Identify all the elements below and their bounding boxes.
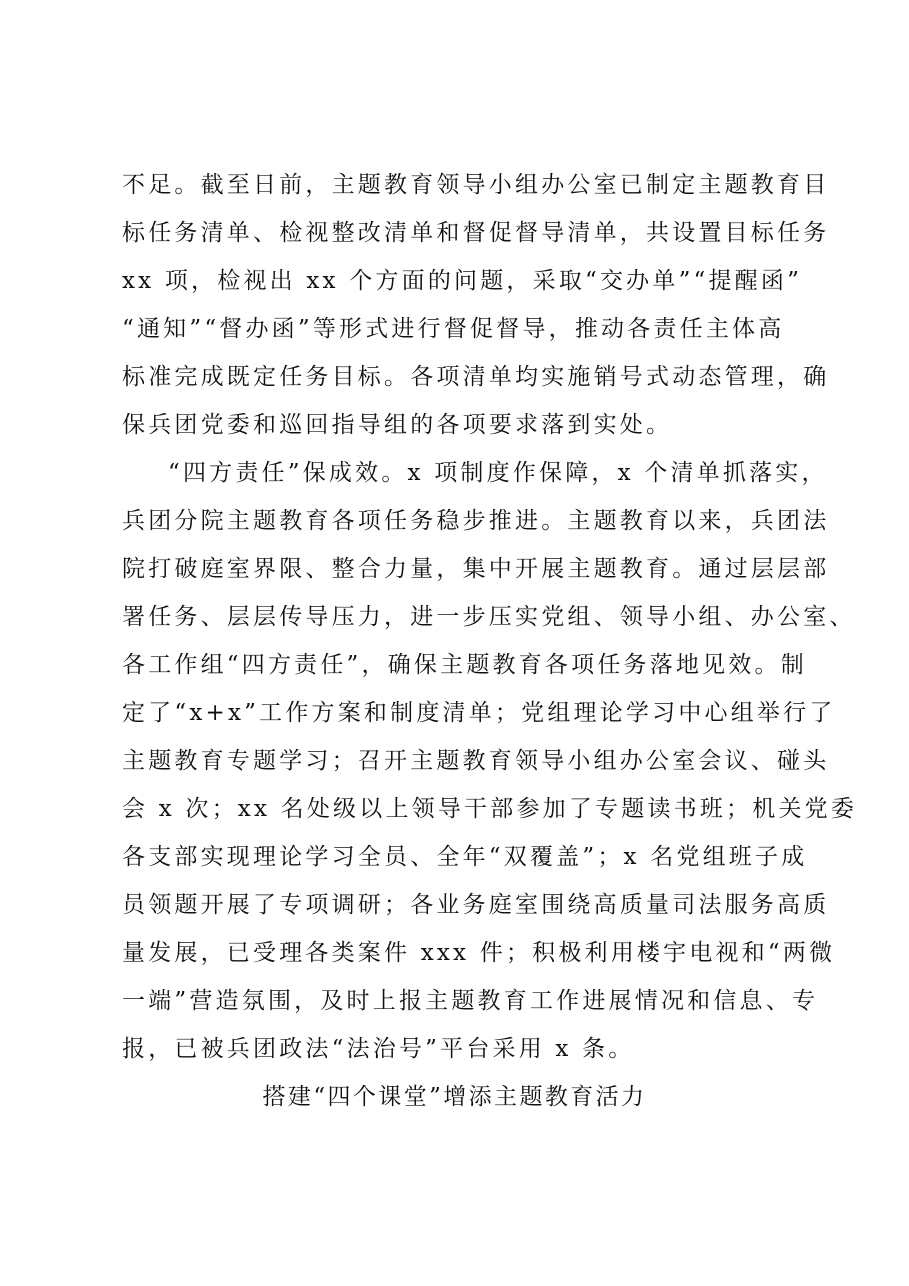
paragraph-2-line-13: 报，已被兵团政法“法治号”平台采用 x 条。	[122, 1036, 635, 1062]
paragraph-1-line-3: xx 项，检视出 xx 个方面的问题，采取“交办单”“提醒函”	[122, 268, 803, 294]
paragraph-2-line-11: 量发展，已受理各类案件 xxx 件；积极利用楼宇电视和“两微	[122, 940, 836, 966]
paragraph-1-line-2: 标任务清单、检视整改清单和督促督导清单，共设置目标任务	[122, 220, 830, 246]
paragraph-2-line-4: 署任务、层层传导压力，进一步压实党组、领导小组、办公室、	[122, 604, 856, 630]
paragraph-2-line-10: 员领题开展了专项调研；各业务庭室围绕高质量司法服务高质	[122, 892, 830, 918]
paragraph-2-line-12: 一端”营造氛围，及时上报主题教育工作进展情况和信息、专	[122, 988, 819, 1014]
paragraph-1-line-6: 保兵团党委和巡回指导组的各项要求落到实处。	[122, 412, 673, 438]
paragraph-2-line-2: 兵团分院主题教育各项任务稳步推进。主题教育以来，兵团法	[122, 508, 830, 534]
section-heading: 搭建“四个课堂”增添主题教育活力	[262, 1084, 647, 1110]
paragraph-1-line-5: 标准完成既定任务目标。各项清单均实施销号式动态管理，确	[122, 364, 830, 390]
paragraph-2-line-3: 院打破庭室界限、整合力量，集中开展主题教育。通过层层部	[122, 556, 830, 582]
paragraph-2-line-7: 主题教育专题学习；召开主题教育领导小组办公室会议、碰头	[122, 748, 830, 774]
paragraph-2-line-9: 各支部实现理论学习全员、全年“双覆盖”；x 名党组班子成	[122, 844, 808, 870]
paragraph-2-line-8: 会 x 次；xx 名处级以上领导干部参加了专题读书班；机关党委	[122, 796, 858, 822]
paragraph-2-line-6: 定了“x+x”工作方案和制度清单；党组理论学习中心组举行了	[122, 700, 836, 726]
paragraph-1-line-4: “通知”“督办函”等形式进行督促督导，推动各责任主体高	[122, 316, 785, 342]
paragraph-1-line-1: 不足。截至日前，主题教育领导小组办公室已制定主题教育目	[122, 172, 830, 198]
paragraph-2-line-5: 各工作组“四方责任”，确保主题教育各项任务落地见效。制	[122, 652, 807, 678]
paragraph-2-line-1: “四方责任”保成效。x 项制度作保障，x 个清单抓落实，	[168, 460, 828, 486]
